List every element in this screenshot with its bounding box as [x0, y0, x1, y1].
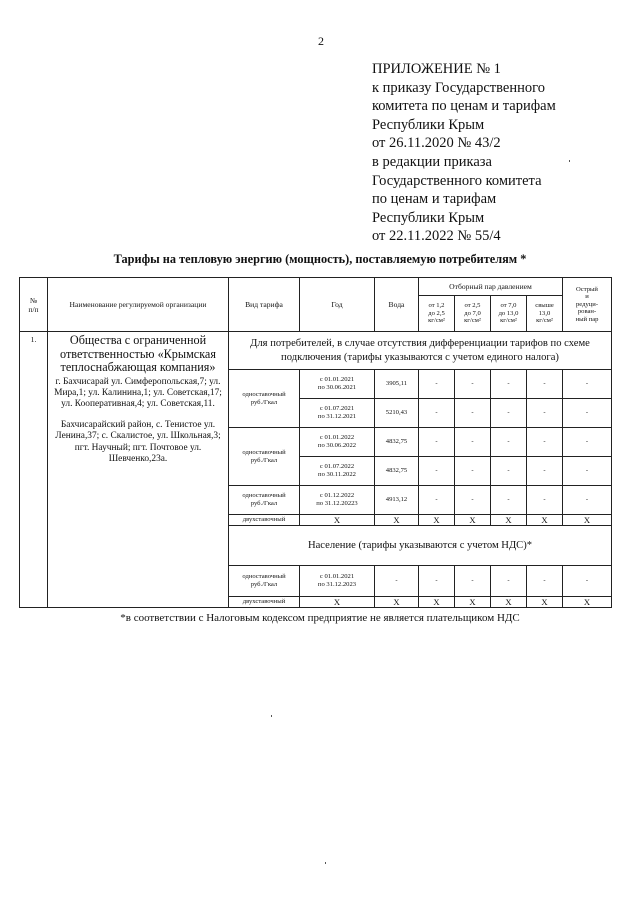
steam-value: -: [419, 566, 455, 597]
steam-value: -: [491, 457, 527, 486]
tariff-type-cell: одноставочный руб./Гкал: [229, 486, 300, 515]
header-steam-col: от 1,2 до 2,5 кг/см²: [419, 296, 455, 332]
two-rate-value: X: [527, 597, 563, 608]
appendix-line: комитета по ценам и тарифам: [372, 98, 556, 115]
header-num: № п/п: [20, 278, 48, 332]
organization-address: г. Бахчисарай ул. Симферопольская,7; ул. Мира,1; ул. Калинина,1; ул. Советская,17; ул. Кооперативная,4; ул. Советская,11.: [54, 376, 222, 410]
water-value: 4832,75: [375, 457, 419, 486]
two-rate-value: X: [300, 597, 375, 608]
two-rate-value: X: [563, 515, 612, 526]
table-title: Тарифы на тепловую энергию (мощность), поставляемую потребителям *: [113, 252, 527, 266]
steam-value: -: [527, 457, 563, 486]
water-value: 3905,11: [375, 370, 419, 399]
steam-value: -: [491, 566, 527, 597]
sharp-steam-value: -: [563, 566, 612, 597]
tariff-type-cell: одноставочный руб./Гкал: [229, 370, 300, 428]
water-value: 5210,43: [375, 399, 419, 428]
organization-cell: [48, 332, 229, 608]
header-water: Вода: [375, 278, 419, 332]
steam-value: -: [527, 370, 563, 399]
period-cell: с 01.07.2021 по 31.12.2021: [300, 399, 375, 428]
two-rate-value: X: [419, 515, 455, 526]
appendix-line: Республики Крым: [372, 116, 485, 133]
period-cell: с 01.01.2022 по 30.06.2022: [300, 428, 375, 457]
sharp-steam-value: -: [563, 370, 612, 399]
sharp-steam-value: -: [563, 428, 612, 457]
steam-value: -: [527, 486, 563, 515]
steam-value: -: [491, 399, 527, 428]
appendix-line: Республики Крым: [372, 209, 485, 226]
water-value: -: [375, 566, 419, 597]
tariff-type-cell: двухставочный: [229, 597, 300, 608]
two-rate-value: X: [375, 515, 419, 526]
sharp-steam-value: -: [563, 457, 612, 486]
organization-name: Общества с ограниченной ответственностью «Крымская теплоснабжающая компания»: [60, 333, 216, 374]
steam-value: -: [419, 486, 455, 515]
steam-value: -: [419, 457, 455, 486]
section-label: Население (тарифы указываются с учетом НДС)*: [229, 526, 612, 566]
header-steam-col: от 7,0 до 13,0 кг/см²: [491, 296, 527, 332]
appendix-line: Государственного комитета: [372, 172, 542, 189]
steam-value: -: [419, 370, 455, 399]
steam-value: -: [419, 399, 455, 428]
section-label: Для потребителей, в случае отсутствия дифференциации тарифов по схеме подключения (тарифы указываются с учетом единого налога): [229, 332, 612, 370]
steam-value: -: [491, 486, 527, 515]
tariff-type-cell: двухставочный: [229, 515, 300, 526]
two-rate-value: X: [563, 597, 612, 608]
steam-value: -: [455, 566, 491, 597]
steam-value: -: [455, 370, 491, 399]
appendix-block: [372, 60, 556, 246]
header-steam: Отборный пар давлением: [419, 278, 563, 296]
water-value: 4832,75: [375, 428, 419, 457]
appendix-line: от 22.11.2022 № 55/4: [372, 228, 501, 245]
scan-speck: [271, 715, 272, 717]
header-sharp-steam: Острый и редуци- рован- ный пар: [563, 278, 612, 332]
appendix-line: ПРИЛОЖЕНИЕ № 1: [372, 61, 501, 77]
steam-value: -: [527, 428, 563, 457]
tariff-table: [19, 277, 612, 608]
organization-address: Бахчисарайский район, с. Тенистое ул. Ленина,37; с. Скалистое, ул. Школьная,3; пгт. Научный; пгт. Почтовое ул. Шевченко,23а.: [55, 419, 221, 464]
appendix-line: к приказу Государственного: [372, 79, 545, 96]
header-year: Год: [300, 278, 375, 332]
scan-speck: [569, 160, 570, 162]
steam-value: -: [455, 428, 491, 457]
two-rate-value: X: [375, 597, 419, 608]
water-value: 4913,12: [375, 486, 419, 515]
period-cell: с 01.01.2021 по 30.06.2021: [300, 370, 375, 399]
tariff-type-cell: одноставочный руб./Гкал: [229, 428, 300, 486]
period-cell: с 01.07.2022 по 30.11.2022: [300, 457, 375, 486]
steam-value: -: [527, 399, 563, 428]
steam-value: -: [491, 370, 527, 399]
two-rate-value: X: [455, 597, 491, 608]
two-rate-value: X: [527, 515, 563, 526]
two-rate-value: X: [419, 597, 455, 608]
two-rate-value: X: [491, 515, 527, 526]
header-org: Наименование регулируемой организации: [48, 278, 229, 332]
tariff-type-cell: одноставочный руб./Гкал: [229, 566, 300, 597]
row-number: 1.: [20, 332, 48, 608]
appendix-line: по ценам и тарифам: [372, 191, 497, 208]
appendix-line: от 26.11.2020 № 43/2: [372, 135, 501, 152]
period-cell: с 01.01.2021 по 31.12.2023: [300, 566, 375, 597]
two-rate-value: X: [491, 597, 527, 608]
header-tariff-type: Вид тарифа: [229, 278, 300, 332]
period-cell: с 01.12.2022 по 31.12.20223: [300, 486, 375, 515]
sharp-steam-value: -: [563, 399, 612, 428]
appendix-line: в редакции приказа: [372, 153, 492, 170]
header-steam-col: от 2,5 до 7,0 кг/см²: [455, 296, 491, 332]
sharp-steam-value: -: [563, 486, 612, 515]
steam-value: -: [455, 399, 491, 428]
header-steam-col: свыше 13,0 кг/см²: [527, 296, 563, 332]
steam-value: -: [491, 428, 527, 457]
page-number: 2: [318, 34, 324, 48]
two-rate-value: X: [455, 515, 491, 526]
steam-value: -: [419, 428, 455, 457]
steam-value: -: [455, 486, 491, 515]
two-rate-value: X: [300, 515, 375, 526]
scan-speck: [325, 862, 326, 864]
steam-value: -: [527, 566, 563, 597]
footnote: *в соответствии с Налоговым кодексом предприятие не является плательщиком НДС: [120, 612, 520, 624]
steam-value: -: [455, 457, 491, 486]
